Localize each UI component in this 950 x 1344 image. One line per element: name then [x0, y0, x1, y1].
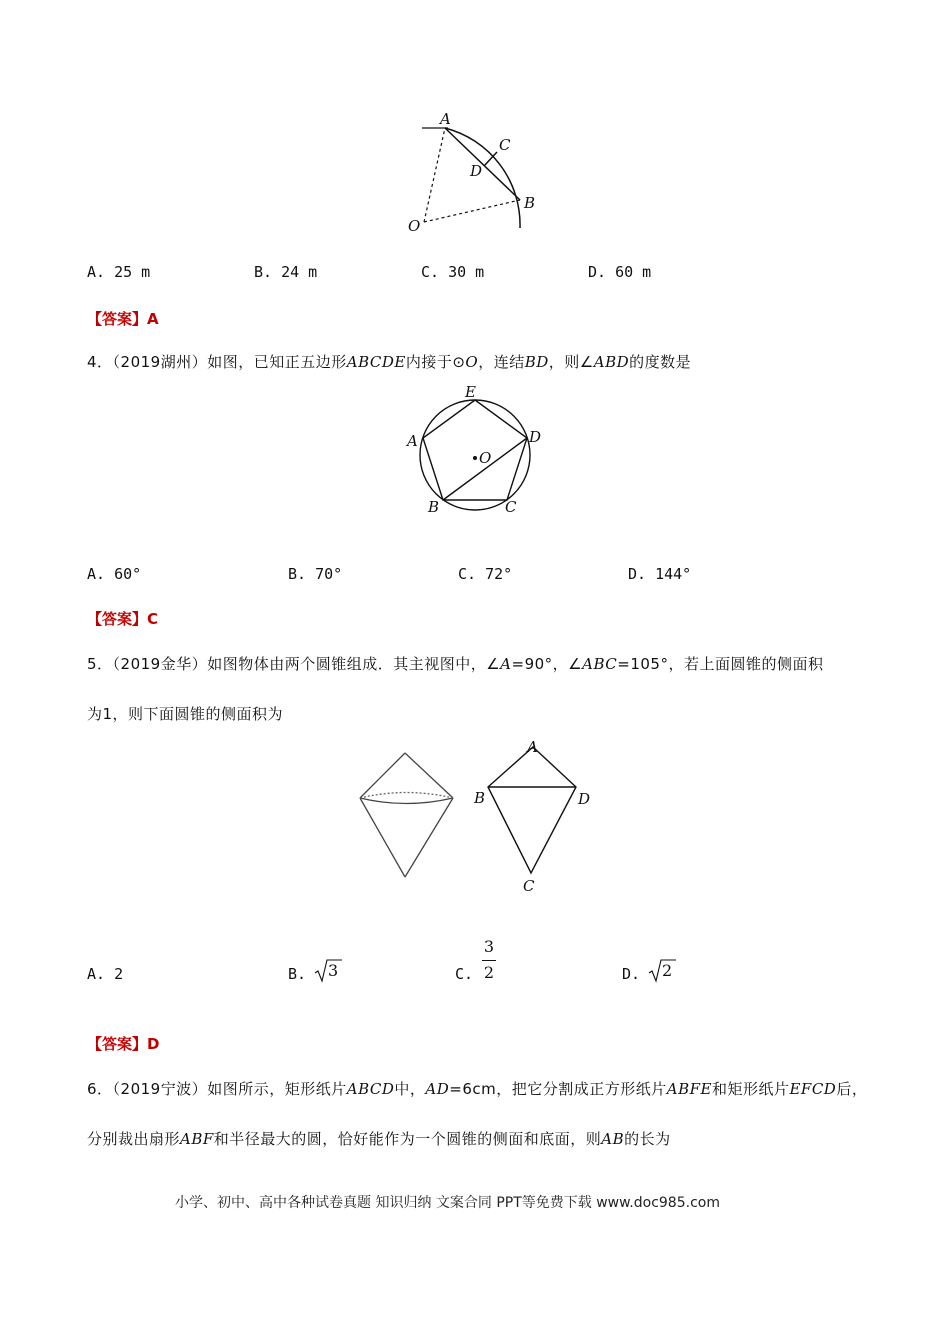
lower-cone-left — [360, 798, 405, 877]
figure-pentagon — [400, 385, 560, 520]
upper-cone-right — [405, 753, 453, 798]
q4-answer: 【答案】C — [87, 610, 159, 628]
q3-option-b: B. 24 m — [254, 263, 318, 281]
label-e: E — [465, 385, 476, 401]
page-footer: 小学、初中、高中各种试卷真题 知识归纳 文案合同 PPT等免费下载 www.doc985.com — [175, 1195, 720, 1211]
quadrilateral-abcd — [488, 747, 576, 873]
q5-option-a: A. 2 — [87, 965, 124, 983]
label-c: C — [499, 136, 511, 154]
base-front — [360, 798, 453, 804]
q5-answer: 【答案】D — [87, 1035, 160, 1053]
q5-option-c: C. — [455, 965, 474, 983]
q5-option-b-radicand: 3 — [328, 961, 339, 980]
diagonal-bd — [443, 438, 527, 500]
q6-text-line1: 6．（2019宁波）如图所示，矩形纸片ABCD中，AD=6cm，把它分割成正方形纸片ABFE和矩形纸片EFCD后， — [87, 1080, 868, 1098]
radius-oa — [424, 128, 445, 222]
q6-text-line2: 分别裁出扇形ABF和半径最大的圆，恰好能作为一个圆锥的侧面和底面，则AB的长为 — [87, 1130, 671, 1148]
q3-option-c: C. 30 m — [421, 263, 485, 281]
q4-option-d: D. 144° — [628, 565, 692, 583]
q4-option-c: C. 72° — [458, 565, 513, 583]
q4-option-b: B. 70° — [288, 565, 343, 583]
upper-cone-left — [360, 753, 405, 798]
label-o: O — [408, 217, 421, 235]
label-d: D — [529, 428, 542, 446]
q5-text-line1: 5．（2019金华）如图物体由两个圆锥组成．其主视图中，∠A=90°，∠ABC=105°，若上面圆锥的侧面积 — [87, 655, 824, 673]
q3-option-a: A. 25 m — [87, 263, 151, 281]
label-b: B — [474, 789, 486, 807]
q4-option-a: A. 60° — [87, 565, 142, 583]
radius-ob — [424, 200, 520, 222]
fraction-bar — [482, 960, 496, 961]
q5-option-c-denominator: 2 — [483, 963, 495, 982]
figure-arc — [400, 108, 560, 238]
label-c: C — [523, 877, 535, 895]
label-c: C — [505, 498, 517, 516]
label-a: A — [407, 432, 418, 450]
figure-double-cone-3d — [350, 745, 465, 885]
q4-text: 4．（2019湖州）如图，已知正五边形ABCDE内接于⊙O，连结BD，则∠ABD的度数是 — [87, 353, 692, 371]
label-d: D — [470, 162, 483, 180]
label-a: A — [440, 110, 451, 128]
q5-option-c-numerator: 3 — [483, 937, 495, 956]
circle-o — [420, 400, 530, 510]
q5-text-line2: 为1，则下面圆锥的侧面积为 — [87, 705, 284, 723]
label-o: O — [479, 449, 492, 467]
q3-option-d: D. 60 m — [588, 263, 652, 281]
label-a: A — [527, 738, 538, 756]
q3-answer: 【答案】A — [87, 310, 159, 328]
base-back — [360, 793, 453, 799]
center-dot — [473, 456, 477, 460]
label-b: B — [524, 194, 536, 212]
q5-option-d: D. — [622, 965, 641, 983]
label-d: D — [578, 790, 591, 808]
lower-cone-right — [405, 798, 453, 877]
q5-option-b: B. — [288, 965, 307, 983]
figure-front-view — [465, 735, 605, 900]
q5-option-d-radicand: 2 — [662, 961, 673, 980]
label-b: B — [428, 498, 440, 516]
